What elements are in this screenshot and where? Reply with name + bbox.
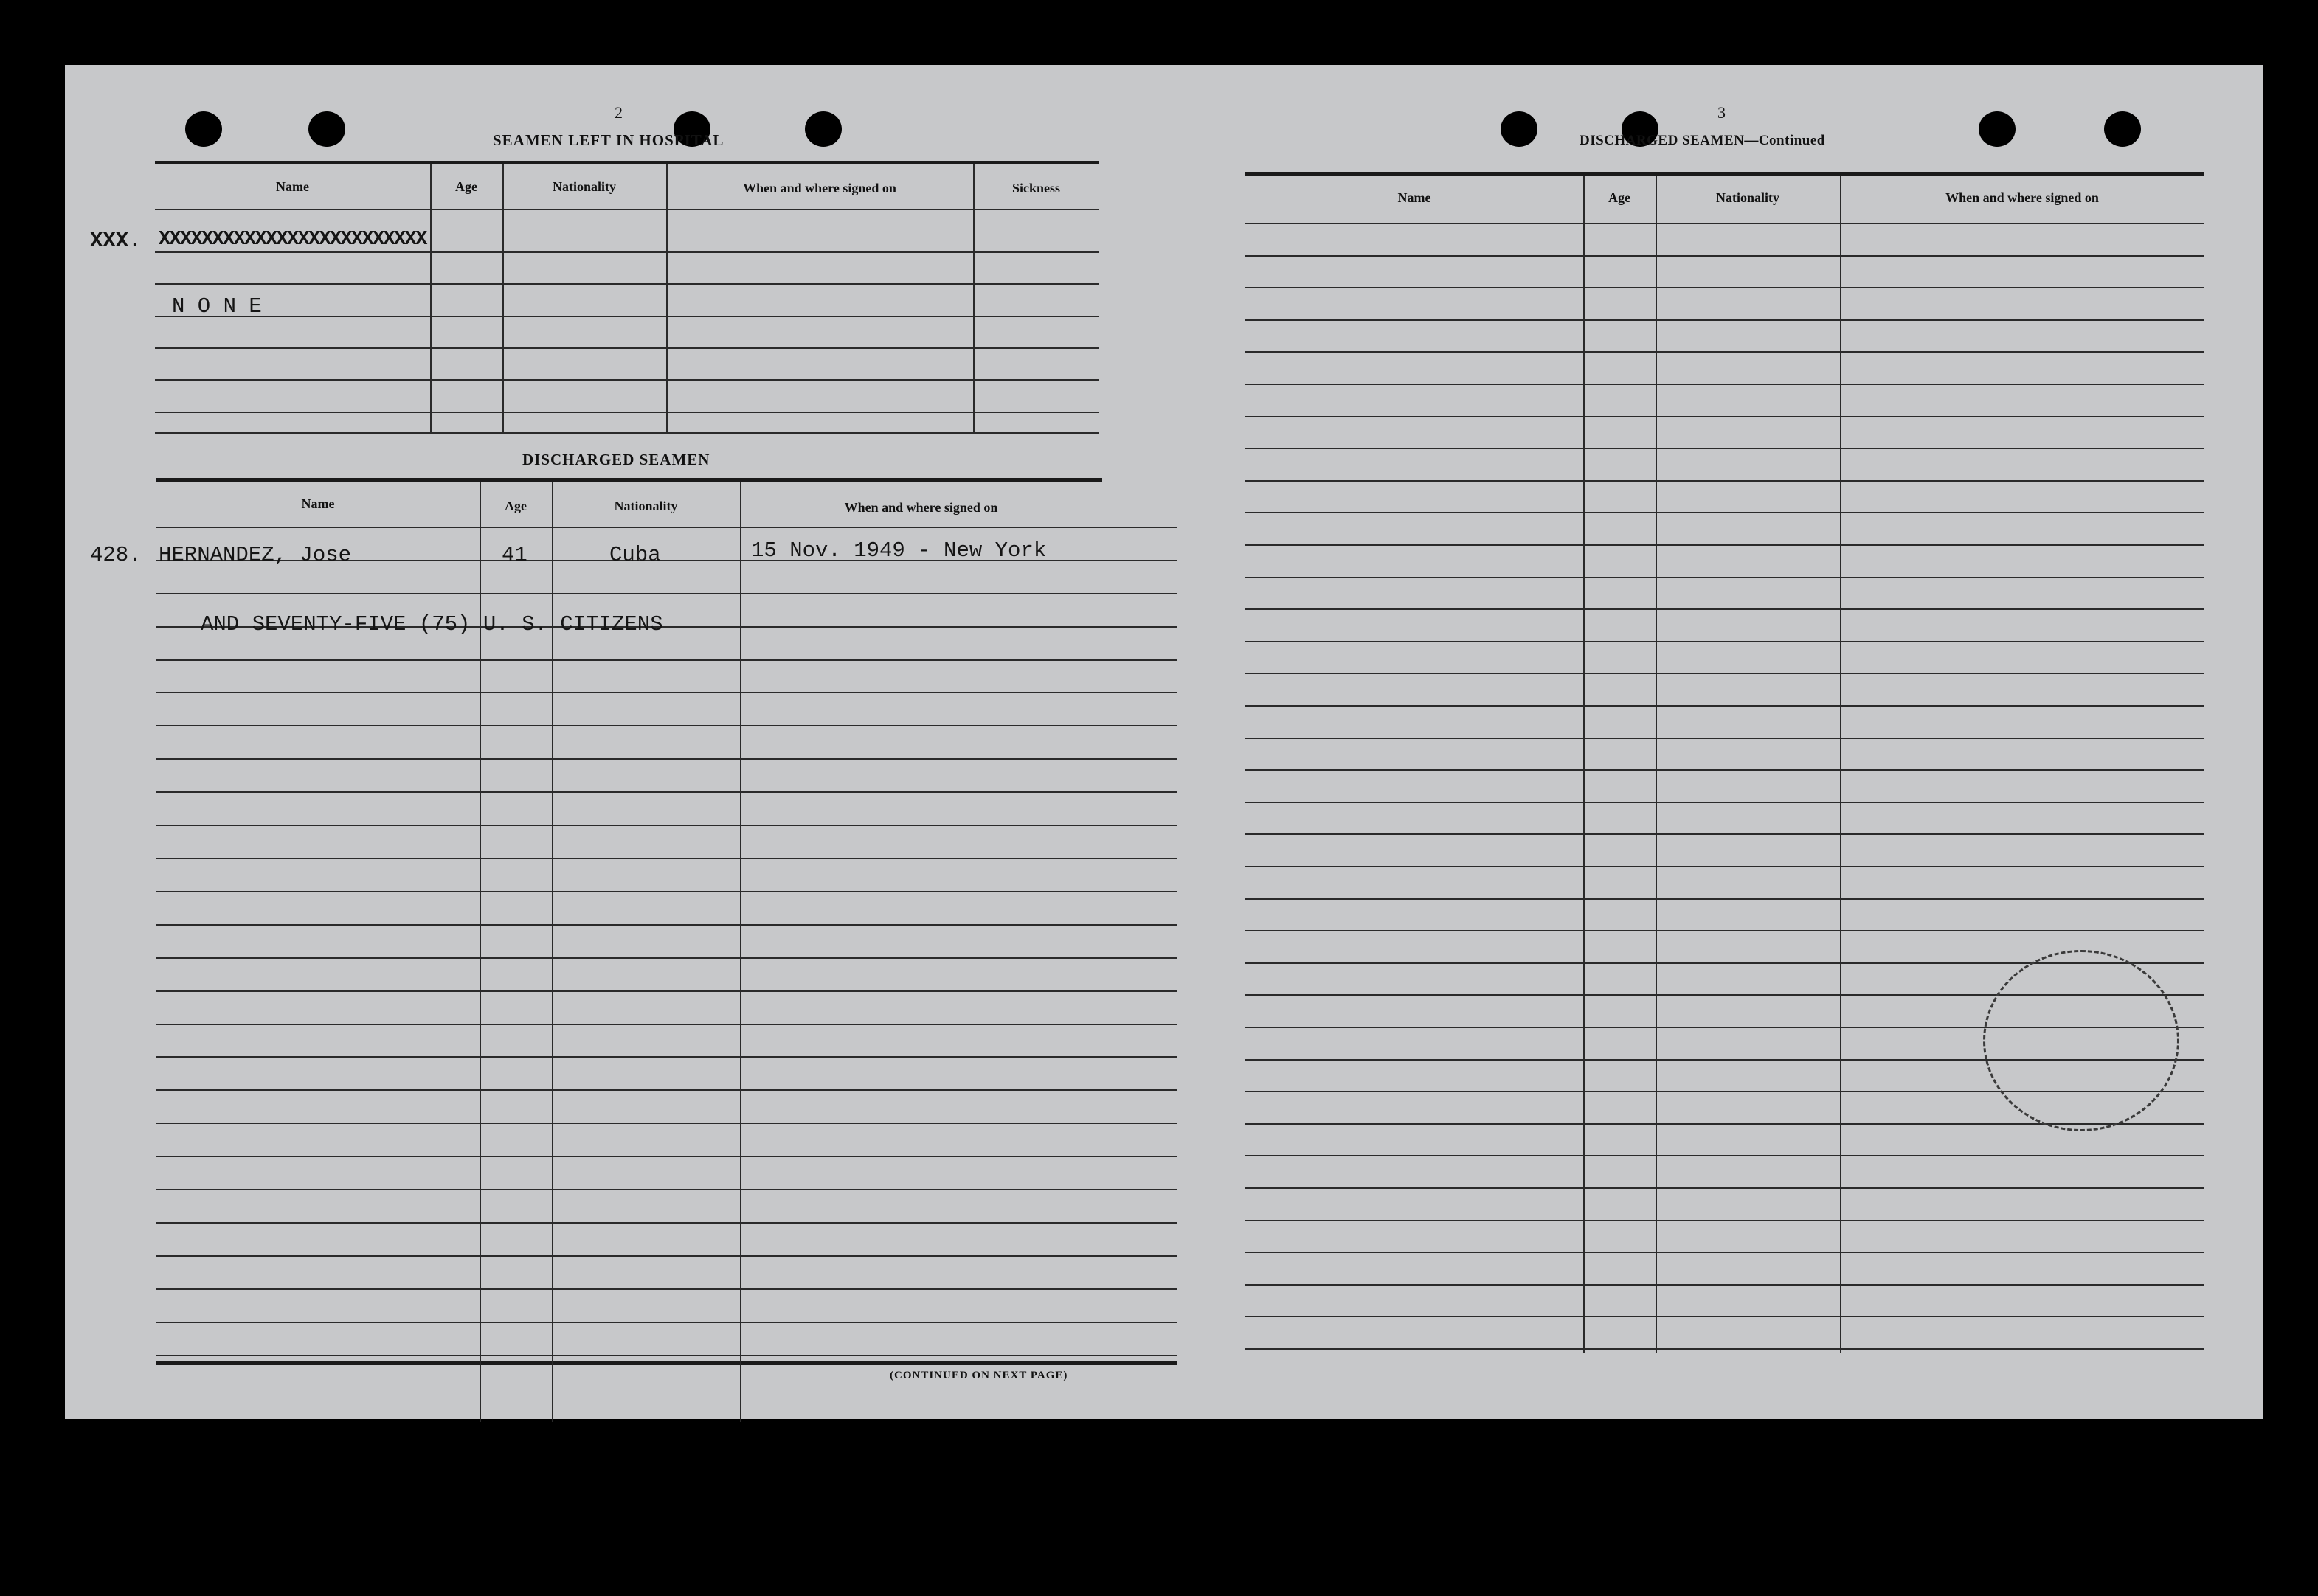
rule xyxy=(156,1056,1177,1058)
punch-hole xyxy=(1979,111,2016,147)
rule xyxy=(155,316,1099,317)
col-header-name: Name xyxy=(301,496,335,511)
none-entry: N O N E xyxy=(172,294,262,319)
rule xyxy=(156,825,1177,826)
rule xyxy=(1245,898,2204,900)
rule xyxy=(1245,1220,2204,1221)
rule xyxy=(1245,1252,2204,1253)
rule xyxy=(156,858,1177,859)
rule xyxy=(156,593,1177,594)
col-header-nationality: Nationality xyxy=(1715,190,1779,205)
rule xyxy=(1245,1155,2204,1156)
col-header-signed-on: When and where signed on xyxy=(743,181,896,195)
rule xyxy=(155,209,1099,210)
rule xyxy=(155,432,1099,434)
rule xyxy=(1245,1187,2204,1189)
rule xyxy=(1245,930,2204,931)
rule xyxy=(156,758,1177,760)
col-header-sickness: Sickness xyxy=(1011,181,1061,195)
rule xyxy=(156,1024,1177,1025)
col-header-age: Age xyxy=(505,499,527,513)
col-header-age: Age xyxy=(455,179,477,194)
rule xyxy=(156,527,1177,528)
punch-hole xyxy=(308,111,345,147)
rule xyxy=(156,1255,1177,1257)
rule xyxy=(1245,866,2204,867)
rule xyxy=(1245,738,2204,739)
rule xyxy=(1245,769,2204,771)
rule xyxy=(1245,384,2204,385)
rule xyxy=(1245,641,2204,642)
rule xyxy=(156,957,1177,959)
rule xyxy=(156,1355,1177,1356)
rule xyxy=(1245,1284,2204,1286)
hospital-section-title: SEAMEN LEFT IN HOSPITAL xyxy=(493,131,724,149)
rule xyxy=(155,379,1099,381)
column-divider xyxy=(973,164,975,434)
rule xyxy=(156,1123,1177,1124)
rule xyxy=(1245,673,2204,674)
rule xyxy=(156,1156,1177,1157)
rule xyxy=(156,1189,1177,1190)
manifest-sheet xyxy=(65,65,2263,1419)
page-number-right: 3 xyxy=(1717,103,1726,122)
rule xyxy=(156,1322,1177,1323)
rule xyxy=(156,478,1102,482)
punch-hole xyxy=(2104,111,2141,147)
crossed-entry-number: XXX. xyxy=(90,229,142,253)
rule xyxy=(1245,351,2204,353)
rule xyxy=(1245,705,2204,707)
column-divider xyxy=(740,482,741,1422)
rule xyxy=(156,1288,1177,1290)
rule xyxy=(1245,512,2204,513)
rule xyxy=(1245,802,2204,803)
rule xyxy=(1245,608,2204,610)
rule xyxy=(156,692,1177,693)
rule xyxy=(156,1361,1177,1365)
rule xyxy=(156,659,1177,661)
rule xyxy=(1245,480,2204,482)
entry-nationality: Cuba xyxy=(609,543,661,567)
punch-hole xyxy=(1501,111,1537,147)
rule xyxy=(1245,223,2204,224)
col-header-nationality: Nationality xyxy=(614,499,678,513)
rule xyxy=(1245,577,2204,578)
column-divider xyxy=(1583,176,1585,1353)
column-divider xyxy=(502,164,504,434)
entry-name: HERNANDEZ, Jose xyxy=(159,543,352,567)
entry-number: 428. xyxy=(90,543,142,567)
faint-postmark-stamp xyxy=(1983,950,2179,1131)
rule xyxy=(156,990,1177,992)
crossed-entry-name: XXXXXXXXXXXXXXXXXXXXXXXXX xyxy=(159,229,426,251)
rule xyxy=(155,347,1099,349)
rule xyxy=(155,161,1099,164)
rule xyxy=(1245,287,2204,288)
column-divider xyxy=(1656,176,1657,1353)
rule xyxy=(156,1222,1177,1224)
punch-hole xyxy=(805,111,842,147)
col-header-name: Name xyxy=(276,179,309,194)
col-header-signed-on: When and where signed on xyxy=(1945,190,2099,205)
rule xyxy=(156,791,1177,793)
rule xyxy=(156,1089,1177,1091)
citizens-note: AND SEVENTY-FIVE (75) U. S. CITIZENS xyxy=(201,612,663,636)
continued-footer: (CONTINUED ON NEXT PAGE) xyxy=(890,1370,1068,1381)
rule xyxy=(1245,833,2204,835)
rule xyxy=(1245,319,2204,321)
discharged-continued-title: DISCHARGED SEAMEN—Continued xyxy=(1580,133,1825,148)
rule xyxy=(1245,544,2204,546)
rule xyxy=(156,924,1177,926)
page-number-left: 2 xyxy=(615,103,623,122)
rule xyxy=(155,283,1099,285)
col-header-age: Age xyxy=(1608,190,1630,205)
punch-hole xyxy=(185,111,222,147)
rule xyxy=(1245,255,2204,257)
rule xyxy=(1245,1348,2204,1350)
column-divider xyxy=(666,164,668,434)
rule xyxy=(156,891,1177,892)
rule xyxy=(1245,172,2204,176)
col-header-name: Name xyxy=(1397,190,1431,205)
rule xyxy=(155,251,1099,253)
column-divider xyxy=(1840,176,1841,1353)
col-header-signed-on: When and where signed on xyxy=(844,500,998,515)
col-header-nationality: Nationality xyxy=(552,179,616,194)
discharged-section-title: DISCHARGED SEAMEN xyxy=(522,451,710,468)
entry-age: 41 xyxy=(502,543,527,567)
rule xyxy=(1245,416,2204,417)
column-divider xyxy=(430,164,432,434)
rule xyxy=(1245,448,2204,449)
entry-signed-on: 15 Nov. 1949 - New York xyxy=(751,538,1047,563)
rule xyxy=(1245,1316,2204,1317)
rule xyxy=(156,725,1177,726)
rule xyxy=(155,412,1099,413)
